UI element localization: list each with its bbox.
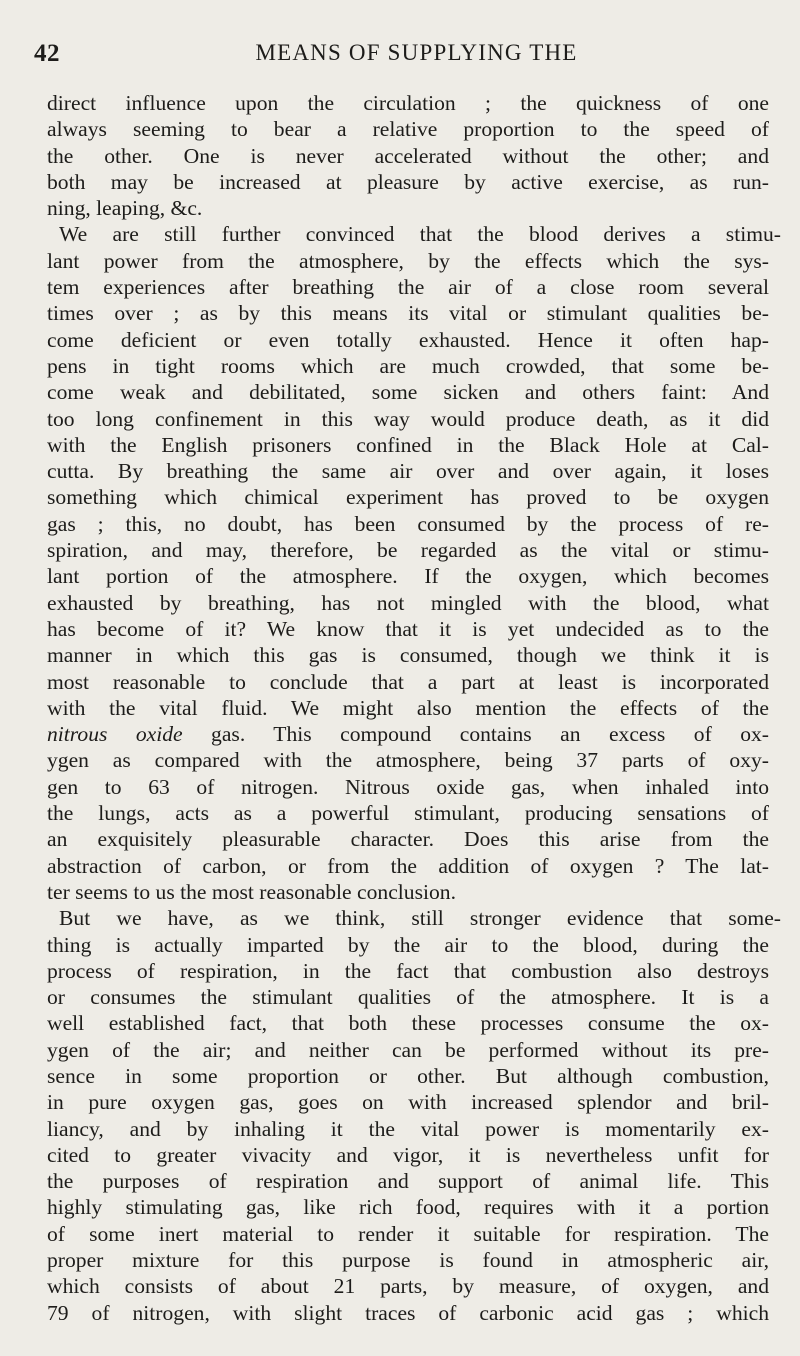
text-line: highly stimulating gas, like rich food, requires with it a portion bbox=[47, 1195, 769, 1220]
text-line: nitrous oxide gas. This compound contains an excess of ox- bbox=[47, 722, 769, 747]
text-line: lant portion of the atmosphere. If the oxygen, which becomes bbox=[47, 564, 769, 589]
text-line: in pure oxygen gas, goes on with increased splendor and bril- bbox=[47, 1090, 769, 1115]
italic-term: nitrous oxide bbox=[47, 722, 183, 747]
text-line: ygen of the air; and neither can be performed without its pre- bbox=[47, 1037, 769, 1062]
text-line: spiration, and may, therefore, be regarded as the vital or stimu- bbox=[47, 538, 769, 563]
text-line: ter seems to us the most reasonable conclusion. bbox=[47, 879, 456, 904]
text-line: lant power from the atmosphere, by the effects which the sys- bbox=[47, 248, 769, 273]
page-number: 42 bbox=[34, 40, 60, 67]
text-line: process of respiration, in the fact that combustion also destroys bbox=[47, 958, 769, 983]
text-line: both may be increased at pleasure by active exercise, as run- bbox=[47, 169, 769, 194]
text-line: of some inert material to render it suitable for respiration. The bbox=[47, 1221, 769, 1246]
text-line: something which chimical experiment has proved to be oxygen bbox=[47, 485, 769, 510]
text-line: well established fact, that both these processes consume the ox- bbox=[47, 1011, 769, 1036]
text-line: too long confinement in this way would produce death, as it did bbox=[47, 406, 769, 431]
text-line: We are still further convinced that the blood derives a stimu- bbox=[59, 222, 781, 247]
text-line: times over ; as by this means its vital or stimulant qualities be- bbox=[47, 301, 769, 326]
text-line: exhausted by breathing, has not mingled with the blood, what bbox=[47, 590, 769, 615]
text-line: come deficient or even totally exhausted. Hence it often hap- bbox=[47, 327, 769, 352]
text-line: has become of it? We know that it is yet undecided as to the bbox=[47, 616, 769, 641]
text-line: ning, leaping, &c. bbox=[47, 196, 203, 221]
text-line: ygen as compared with the atmosphere, being 37 parts of oxy- bbox=[47, 748, 769, 773]
text-line: tem experiences after breathing the air of a close room several bbox=[47, 275, 769, 300]
running-head bbox=[34, 40, 769, 76]
text-line: an exquisitely pleasurable character. Does this arise from the bbox=[47, 827, 769, 852]
text-line: abstraction of carbon, or from the addition of oxygen ? The lat- bbox=[47, 853, 769, 878]
body-text bbox=[47, 90, 781, 1326]
text-line: come weak and debilitated, some sicken and others faint: And bbox=[47, 380, 769, 405]
text-line: gen to 63 of nitrogen. Nitrous oxide gas, when inhaled into bbox=[47, 774, 769, 799]
text-line: most reasonable to conclude that a part at least is incorporated bbox=[47, 669, 769, 694]
text-line: or consumes the stimulant qualities of the atmosphere. It is a bbox=[47, 985, 769, 1010]
text-line: with the English prisoners confined in the Black Hole at Cal- bbox=[47, 432, 769, 457]
text-line: the lungs, acts as a powerful stimulant, producing sensations of bbox=[47, 801, 769, 826]
running-title: MEANS OF SUPPLYING THE bbox=[255, 40, 578, 65]
text-line: liancy, and by inhaling it the vital power is momentarily ex- bbox=[47, 1116, 769, 1141]
text-line: pens in tight rooms which are much crowded, that some be- bbox=[47, 353, 769, 378]
text-line: with the vital fluid. We might also mention the effects of the bbox=[47, 695, 769, 720]
text-line: which consists of about 21 parts, by measure, of oxygen, and bbox=[47, 1274, 769, 1299]
text-line: manner in which this gas is consumed, though we think it is bbox=[47, 643, 769, 668]
text-line: cutta. By breathing the same air over and over again, it loses bbox=[47, 459, 769, 484]
text-line: the other. One is never accelerated without the other; and bbox=[47, 143, 769, 168]
text-line: But we have, as we think, still stronger evidence that some- bbox=[59, 906, 781, 931]
text-line: direct influence upon the circulation ; the quickness of one bbox=[47, 91, 769, 115]
text-line: proper mixture for this purpose is found in atmospheric air, bbox=[47, 1248, 769, 1273]
text-line: the purposes of respiration and support of animal life. This bbox=[47, 1169, 769, 1194]
text-line: 79 of nitrogen, with slight traces of carbonic acid gas ; which bbox=[47, 1300, 769, 1325]
text-line: sence in some proportion or other. But although combustion, bbox=[47, 1063, 769, 1088]
text-line: always seeming to bear a relative proportion to the speed of bbox=[47, 117, 769, 142]
text-line: thing is actually imparted by the air to the blood, during the bbox=[47, 932, 769, 957]
text-line: gas ; this, no doubt, has been consumed by the process of re- bbox=[47, 511, 769, 536]
text-line: cited to greater vivacity and vigor, it is nevertheless unfit for bbox=[47, 1142, 769, 1167]
